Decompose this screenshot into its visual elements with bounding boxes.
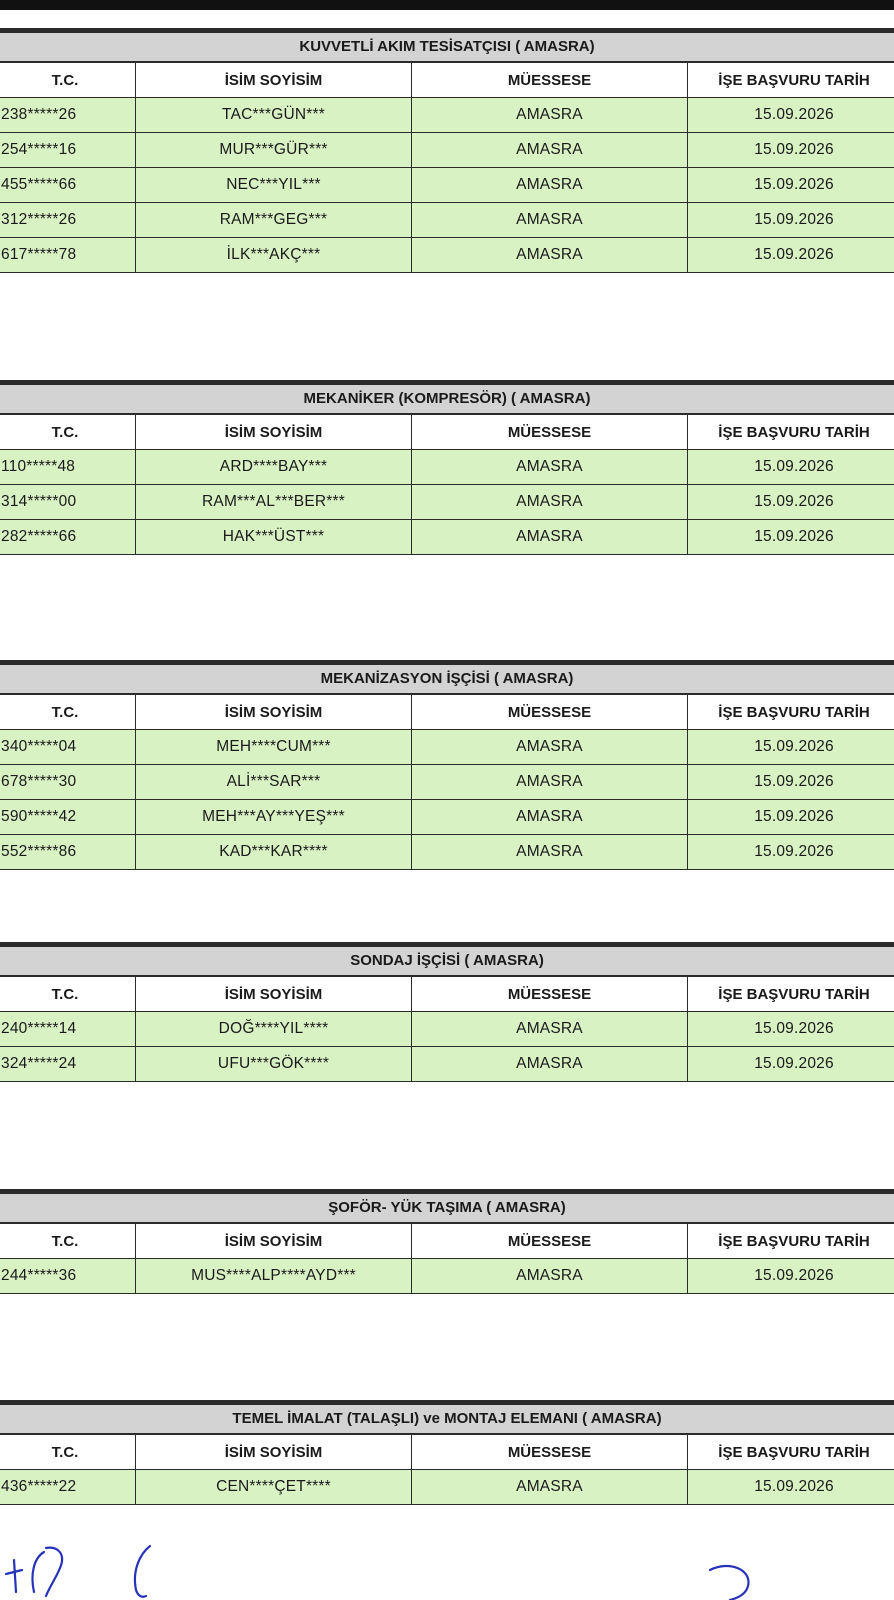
section-5 <box>0 1400 894 1505</box>
table-row <box>0 730 894 765</box>
date-cell: 15.09.2026 <box>688 485 894 520</box>
table-header-row <box>0 695 894 730</box>
applicant-table <box>0 62 894 273</box>
handwritten-signature <box>0 1530 894 1600</box>
header-establishment: MÜESSESE <box>412 63 688 98</box>
header-tc: T.C. <box>0 977 136 1012</box>
tc-cell: 436*****22 <box>0 1470 136 1505</box>
establishment-cell: AMASRA <box>412 730 688 765</box>
date-cell: 15.09.2026 <box>688 730 894 765</box>
applicant-table <box>0 694 894 870</box>
header-name: İSİM SOYİSİM <box>136 63 412 98</box>
establishment-cell: AMASRA <box>412 800 688 835</box>
header-establishment: MÜESSESE <box>412 1224 688 1259</box>
table-row <box>0 800 894 835</box>
establishment-cell: AMASRA <box>412 835 688 870</box>
tc-cell: 254*****16 <box>0 133 136 168</box>
tc-cell: 340*****04 <box>0 730 136 765</box>
header-name: İSİM SOYİSİM <box>136 977 412 1012</box>
tc-cell: 324*****24 <box>0 1047 136 1082</box>
establishment-cell: AMASRA <box>412 1259 688 1294</box>
applicant-table <box>0 414 894 555</box>
table-row <box>0 520 894 555</box>
establishment-cell: AMASRA <box>412 203 688 238</box>
section-4 <box>0 1189 894 1294</box>
tc-cell: 110*****48 <box>0 450 136 485</box>
section-1 <box>0 380 894 555</box>
name-cell: MEH***AY***YEŞ*** <box>136 800 412 835</box>
tc-cell: 617*****78 <box>0 238 136 273</box>
table-header-row <box>0 415 894 450</box>
establishment-cell: AMASRA <box>412 1047 688 1082</box>
header-date: İŞE BAŞVURU TARİH <box>688 63 894 98</box>
date-cell: 15.09.2026 <box>688 520 894 555</box>
table-row <box>0 485 894 520</box>
tc-cell: 312*****26 <box>0 203 136 238</box>
name-cell: TAC***GÜN*** <box>136 98 412 133</box>
header-establishment: MÜESSESE <box>412 977 688 1012</box>
name-cell: DOĞ****YIL**** <box>136 1012 412 1047</box>
header-name: İSİM SOYİSİM <box>136 1224 412 1259</box>
applicant-table <box>0 976 894 1082</box>
name-cell: ARD****BAY*** <box>136 450 412 485</box>
header-establishment: MÜESSESE <box>412 1435 688 1470</box>
tc-cell: 244*****36 <box>0 1259 136 1294</box>
date-cell: 15.09.2026 <box>688 800 894 835</box>
section-title: SONDAJ İŞÇİSİ ( AMASRA) <box>0 942 894 976</box>
table-row <box>0 1047 894 1082</box>
date-cell: 15.09.2026 <box>688 1012 894 1047</box>
tc-cell: 238*****26 <box>0 98 136 133</box>
section-title: ŞOFÖR- YÜK TAŞIMA ( AMASRA) <box>0 1189 894 1223</box>
table-row <box>0 98 894 133</box>
applicant-table <box>0 1434 894 1505</box>
header-date: İŞE BAŞVURU TARİH <box>688 1224 894 1259</box>
table-row <box>0 238 894 273</box>
tc-cell: 240*****14 <box>0 1012 136 1047</box>
header-name: İSİM SOYİSİM <box>136 1435 412 1470</box>
name-cell: MEH****CUM*** <box>136 730 412 765</box>
date-cell: 15.09.2026 <box>688 765 894 800</box>
section-title: MEKANİZASYON İŞÇİSİ ( AMASRA) <box>0 660 894 694</box>
tc-cell: 282*****66 <box>0 520 136 555</box>
establishment-cell: AMASRA <box>412 133 688 168</box>
header-tc: T.C. <box>0 695 136 730</box>
table-row <box>0 1012 894 1047</box>
header-date: İŞE BAŞVURU TARİH <box>688 415 894 450</box>
date-cell: 15.09.2026 <box>688 1259 894 1294</box>
table-header-row <box>0 63 894 98</box>
section-title: MEKANİKER (KOMPRESÖR) ( AMASRA) <box>0 380 894 414</box>
table-row <box>0 835 894 870</box>
name-cell: MUS****ALP****AYD*** <box>136 1259 412 1294</box>
table-row <box>0 1259 894 1294</box>
establishment-cell: AMASRA <box>412 238 688 273</box>
table-row <box>0 765 894 800</box>
name-cell: İLK***AKÇ*** <box>136 238 412 273</box>
tc-cell: 678*****30 <box>0 765 136 800</box>
name-cell: NEC***YIL*** <box>136 168 412 203</box>
header-tc: T.C. <box>0 415 136 450</box>
header-date: İŞE BAŞVURU TARİH <box>688 1435 894 1470</box>
establishment-cell: AMASRA <box>412 765 688 800</box>
header-date: İŞE BAŞVURU TARİH <box>688 695 894 730</box>
table-row <box>0 203 894 238</box>
tc-cell: 590*****42 <box>0 800 136 835</box>
name-cell: HAK***ÜST*** <box>136 520 412 555</box>
header-establishment: MÜESSESE <box>412 695 688 730</box>
date-cell: 15.09.2026 <box>688 203 894 238</box>
section-0 <box>0 28 894 273</box>
table-row <box>0 133 894 168</box>
name-cell: RAM***GEG*** <box>136 203 412 238</box>
date-cell: 15.09.2026 <box>688 238 894 273</box>
header-name: İSİM SOYİSİM <box>136 415 412 450</box>
tc-cell: 552*****86 <box>0 835 136 870</box>
table-row <box>0 1470 894 1505</box>
establishment-cell: AMASRA <box>412 520 688 555</box>
table-header-row <box>0 1435 894 1470</box>
date-cell: 15.09.2026 <box>688 450 894 485</box>
header-tc: T.C. <box>0 1224 136 1259</box>
section-title: KUVVETLİ AKIM TESİSATÇISI ( AMASRA) <box>0 28 894 62</box>
establishment-cell: AMASRA <box>412 450 688 485</box>
section-3 <box>0 942 894 1082</box>
name-cell: KAD***KAR**** <box>136 835 412 870</box>
establishment-cell: AMASRA <box>412 485 688 520</box>
name-cell: RAM***AL***BER*** <box>136 485 412 520</box>
header-date: İŞE BAŞVURU TARİH <box>688 977 894 1012</box>
header-tc: T.C. <box>0 1435 136 1470</box>
date-cell: 15.09.2026 <box>688 1470 894 1505</box>
name-cell: ALİ***SAR*** <box>136 765 412 800</box>
date-cell: 15.09.2026 <box>688 1047 894 1082</box>
name-cell: UFU***GÖK**** <box>136 1047 412 1082</box>
header-tc: T.C. <box>0 63 136 98</box>
date-cell: 15.09.2026 <box>688 133 894 168</box>
section-2 <box>0 660 894 870</box>
table-header-row <box>0 977 894 1012</box>
date-cell: 15.09.2026 <box>688 98 894 133</box>
establishment-cell: AMASRA <box>412 1012 688 1047</box>
name-cell: MUR***GÜR*** <box>136 133 412 168</box>
name-cell: CEN****ÇET**** <box>136 1470 412 1505</box>
establishment-cell: AMASRA <box>412 168 688 203</box>
date-cell: 15.09.2026 <box>688 835 894 870</box>
table-row <box>0 450 894 485</box>
applicant-table <box>0 1223 894 1294</box>
tc-cell: 455*****66 <box>0 168 136 203</box>
date-cell: 15.09.2026 <box>688 168 894 203</box>
section-title: TEMEL İMALAT (TALAŞLI) ve MONTAJ ELEMANI ( AMASRA) <box>0 1400 894 1434</box>
tc-cell: 314*****00 <box>0 485 136 520</box>
table-row <box>0 168 894 203</box>
top-border <box>0 0 894 10</box>
establishment-cell: AMASRA <box>412 1470 688 1505</box>
header-establishment: MÜESSESE <box>412 415 688 450</box>
table-header-row <box>0 1224 894 1259</box>
establishment-cell: AMASRA <box>412 98 688 133</box>
header-name: İSİM SOYİSİM <box>136 695 412 730</box>
